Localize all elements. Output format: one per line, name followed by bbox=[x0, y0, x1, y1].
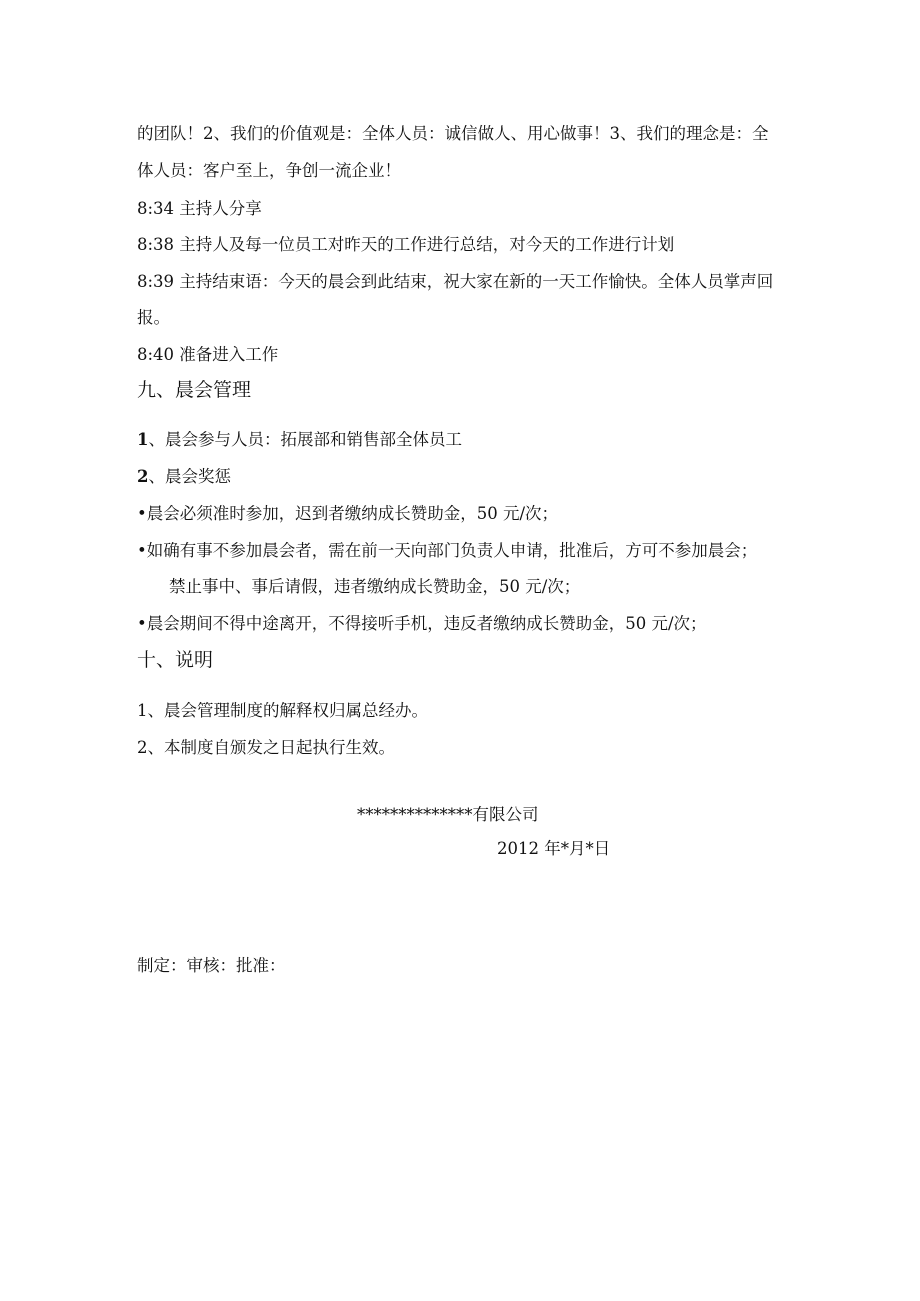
section-9-paragraph-1 bbox=[137, 429, 462, 451]
approval-signoff: 制定：审核：批准： bbox=[137, 956, 286, 975]
agenda-item-840: 8:40 准备进入工作 bbox=[137, 345, 279, 364]
document-date: 2012 年*月*日 bbox=[497, 839, 611, 858]
paragraph-text: 、晨会参与人员：拓展部和销售部全体员工 bbox=[148, 430, 462, 449]
paragraph-number: 2 bbox=[137, 467, 149, 486]
rule-bullet-2-cont: 禁止事中、事后请假，违者缴纳成长赞助金，50 元/次； bbox=[169, 577, 581, 596]
paragraph-text: 、晨会奖惩 bbox=[148, 467, 231, 486]
rule-bullet-2: •如确有事不参加晨会者，需在前一天向部门负责人申请，批准后，方可不参加晨会； bbox=[137, 541, 758, 560]
section-10-paragraph-1: 1、晨会管理制度的解释权归属总经办。 bbox=[137, 701, 428, 720]
section-9-title: 九、晨会管理 bbox=[137, 379, 252, 401]
agenda-item-839: 8:39 主持结束语：今天的晨会到此结束，祝大家在新的一天工作愉快。全体人员掌声回 bbox=[137, 272, 774, 291]
rule-bullet-3: •晨会期间不得中途离开，不得接听手机，违反者缴纳成长赞助金，50 元/次； bbox=[137, 614, 707, 633]
section-9-paragraph-2 bbox=[137, 466, 231, 488]
agenda-item-838: 8:38 主持人及每一位员工对昨天的工作进行总结，对今天的工作进行计划 bbox=[137, 235, 675, 254]
agenda-line-1: 的团队！2、我们的价值观是：全体人员：诚信做人、用心做事！3、我们的理念是：全 bbox=[137, 124, 769, 143]
paragraph-number: 1 bbox=[137, 430, 149, 449]
rule-bullet-1: •晨会必须准时参加，迟到者缴纳成长赞助金，50 元/次； bbox=[137, 504, 559, 523]
agenda-line-2: 体人员：客户至上，争创一流企业！ bbox=[137, 161, 401, 180]
company-name: **************有限公司 bbox=[357, 805, 539, 824]
section-10-title: 十、说明 bbox=[137, 649, 214, 671]
agenda-item-839-cont: 报。 bbox=[137, 308, 170, 327]
section-10-paragraph-2: 2、本制度自颁发之日起执行生效。 bbox=[137, 738, 395, 757]
agenda-item-834: 8:34 主持人分享 bbox=[137, 199, 262, 218]
